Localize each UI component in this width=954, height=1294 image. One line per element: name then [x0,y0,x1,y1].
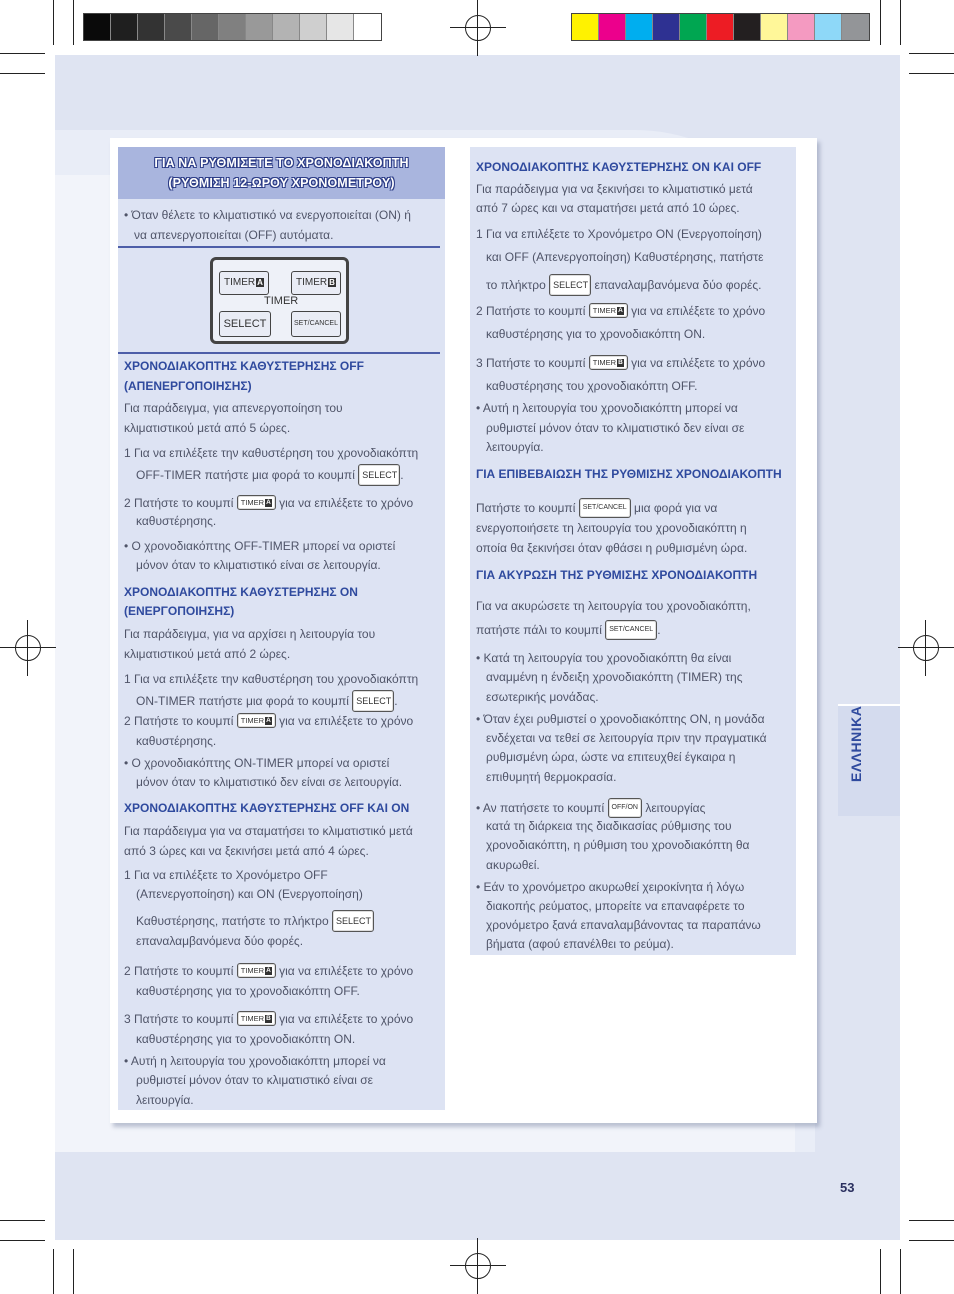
note-text: επιθυμητή θερμοκρασία. [486,770,617,784]
paragraph: Πατήστε το κουμπί SET/CANCEL μια φορά για να [476,499,717,519]
note-text: • Ο χρονοδιακόπτης ON-TIMER μπορεί να οριστεί [124,756,390,770]
paragraph: Για παράδειγμα για να σταματήσει το κλιματιστικό μετά [124,824,413,838]
step-text: καθυστέρησης. [136,514,217,528]
step-text: 3 Πατήστε το κουμπί TIMER B για να επιλέξετε το χρόνο [124,1012,414,1026]
crop-mark [909,73,954,74]
note-text: χρονόμετρο ξανά επαναλαμβάνοντας τα παραπάνω [486,918,761,932]
paragraph: οποία θα ξεκινήσει όταν φθάσει η ρυθμισμένη ώρα. [476,541,748,555]
crop-mark [909,1220,954,1221]
timer-a-button[interactable]: TIMER A [219,271,269,295]
note-text: • Αυτή η λειτουργία του χρονοδιακόπτη μπορεί να [476,401,738,415]
select-button-icon: SELECT [332,910,374,932]
note-text: • Αν πατήσετε το κουμπί OFF/ON λειτουργίας [476,799,705,819]
paragraph: Για παράδειγμα, για να αρχίσει η λειτουργία του [124,627,376,641]
crop-mark [0,53,45,54]
step-text: 2 Πατήστε το κουμπί TIMER A για να επιλέξετε το χρόνο [124,964,414,978]
crop-mark [0,1240,45,1241]
step-text: Καθυστέρησης, πατήστε το πλήκτρο SELECT [136,911,374,933]
on-off-timer-heading: ΧΡΟΝΟΔΙΑΚΟΠΤΗΣ ΚΑΘΥΣΤΕΡΗΣΗΣ ON ΚΑΙ OFF [476,160,762,174]
paragraph: Για να ακυρώσετε τη λειτουργία του χρονοδιακόπτη, [476,599,751,613]
note-text: βήματα (αφού επανέλθει το ρεύμα). [486,937,674,951]
note-text: • Όταν έχει ρυθμιστεί ο χρονοδιακόπτης ON, η μονάδα [476,712,765,726]
crop-mark [0,1220,45,1221]
step-text: 1 Για να επιλέξετε την καθυστέρηση του χρονοδιακόπτη [124,672,419,686]
note-text: χρονοδιακόπτη, η ρύθμιση του χρονοδιακόπτη θα [486,838,750,852]
section-title-box [118,147,445,199]
set-cancel-button-icon: SET/CANCEL [605,620,657,640]
note-text: διακοπής ρεύματος, μπορείτε να επαναφέρετε το [486,899,745,913]
remote-control-panel [210,257,349,344]
note-text: μόνον όταν το κλιματιστικό είναι σε λειτουργία. [136,558,381,572]
on-timer-heading: (ΕΝΕΡΓΟΠΟΙΗΣΗΣ) [124,604,235,618]
note-text: ακυρωθεί. [486,858,540,872]
crop-mark [73,1249,74,1294]
paragraph: Για παράδειγμα, για απενεργοποίηση του [124,401,343,415]
step-text: 3 Πατήστε το κουμπί TIMER B για να επιλέξετε το χρόνο [476,356,766,370]
set-cancel-button[interactable]: SET/CANCEL [291,311,341,337]
paragraph: κλιματιστικού μετά από 5 ώρες. [124,421,291,435]
step-text: ON-TIMER πατήστε μια φορά το κουμπί SELECT . [136,691,398,713]
note-text: • Αυτή η λειτουργία του χρονοδιακόπτη μπορεί να [124,1054,386,1068]
off-on-timer-heading: ΧΡΟΝΟΔΙΑΚΟΠΤΗΣ ΚΑΘΥΣΤΕΡΗΣΗΣ OFF ΚΑΙ ON [124,801,410,815]
page-number: 53 [840,1180,855,1195]
timer-a-button-icon: TIMER A [237,713,276,728]
crop-mark [53,1249,54,1294]
step-text: καθυστέρησης για το χρονοδιακόπτη ON. [136,1032,356,1046]
step-text: το πλήκτρο SELECT επαναλαμβανόμενα δύο φορές. [486,275,762,297]
note-text: ρυθμιστεί μόνον όταν το κλιματιστικό είναι σε [136,1073,373,1087]
note-text: • Ο χρονοδιακόπτης OFF-TIMER μπορεί να οριστεί [124,539,396,553]
crop-mark [900,1249,901,1294]
section-title-line1: ΓΙΑ ΝΑ ΡΥΘΜΙΣΕΤΕ ΤΟ ΧΡΟΝΟΔΙΑΚΟΠΤΗ [154,156,409,170]
off-timer-heading: ΧΡΟΝΟΔΙΑΚΟΠΤΗΣ ΚΑΘΥΣΤΕΡΗΣΗΣ OFF [124,359,364,373]
crop-mark [880,0,881,45]
step-text: καθυστέρησης. [136,734,217,748]
paragraph: πατήστε πάλι το κουμπί SET/CANCEL . [476,621,661,641]
note-text: μόνον όταν το κλιματιστικό δεν είναι σε λειτουργία. [136,775,403,789]
divider [118,352,440,354]
note-text: λειτουργία. [486,440,544,454]
registration-mark-left [0,620,56,676]
paragraph: ενεργοποιήσετε τη λειτουργία του χρονοδιακόπτη η [476,521,747,535]
set-cancel-button-icon: SET/CANCEL [579,498,631,518]
step-text: 1 Για να επιλέξετε το Χρονόμετρο ON (Ενεργοποίηση) [476,227,762,241]
crop-mark [0,73,45,74]
note-text: αναμμένη η ένδειξη χρονοδιακόπτη (TIMER) της [486,670,743,684]
select-button[interactable]: SELECT [219,311,271,337]
intro-text: να απενεργοποιείται (OFF) αυτόματα. [134,228,334,242]
registration-mark-right [898,620,954,676]
note-text: εσωτερικής μονάδας. [486,690,599,704]
step-text: (Απενεργοποίηση) και ON (Ενεργοποίηση) [136,887,363,901]
step-text: 1 Για να επιλέξετε την καθυστέρηση του χρονοδιακόπτη [124,446,419,460]
crop-mark [900,0,901,45]
crop-mark [53,0,54,45]
timer-a-button-icon: TIMER A [237,495,276,510]
on-timer-heading: ΧΡΟΝΟΔΙΑΚΟΠΤΗΣ ΚΑΘΥΣΤΕΡΗΣΗΣ ON [124,585,358,599]
note-text: ρυθμισμένη ώρα, ώστε να επιτευχθεί έγκαιρα η [486,750,736,764]
step-text: επαναλαμβανόμενα δύο φορές. [136,934,304,948]
paragraph: Για παράδειγμα για να ξεκινήσει το κλιματιστικό μετά [476,182,753,196]
timer-b-button[interactable]: TIMER B [291,271,341,295]
timer-a-button-icon: TIMER A [589,303,628,318]
crop-mark [909,1240,954,1241]
crop-mark [909,53,954,54]
paragraph: κλιματιστικού μετά από 2 ώρες. [124,647,291,661]
step-text: καθυστέρησης για το χρονοδιακόπτη OFF. [136,984,360,998]
note-text: • Κατά τη λειτουργία του χρονοδιακόπτη θα είναι [476,651,732,665]
cancel-timer-heading: ΓΙΑ ΑΚΥΡΩΣΗ ΤΗΣ ΡΥΘΜΙΣΗΣ ΧΡΟΝΟΔΙΑΚΟΠΤΗ [476,568,758,582]
step-text: 2 Πατήστε το κουμπί TIMER A για να επιλέξετε το χρόνο [124,714,414,728]
note-text: • Εάν το χρονόμετρο ακυρωθεί χειροκίνητα ή λόγω [476,880,745,894]
color-calibration-bar [571,13,870,41]
timer-group-label: TIMER [264,295,299,307]
off-on-button-icon: OFF/ON [608,798,642,818]
select-button-icon: SELECT [352,690,394,712]
intro-text: • Όταν θέλετε το κλιματιστικό να ενεργοποιείται (ON) ή [124,208,411,222]
step-text: και OFF (Απενεργοποίηση) Καθυστέρησης, πατήστε [486,250,764,264]
note-text: ενδέχεται να τεθεί σε λειτουργία πριν την πραγματικά [486,731,767,745]
step-text: 2 Πατήστε το κουμπί TIMER A για να επιλέξετε το χρόνο [124,496,414,510]
note-text: κατά τη διάρκεια της διαδικασίας ρύθμισης του [486,819,732,833]
crop-mark [880,1249,881,1294]
select-button-icon: SELECT [549,274,591,296]
note-text: λειτουργία. [136,1093,194,1107]
section-title-line2: (ΡΥΘΜΙΣΗ 12-ΩΡΟΥ ΧΡΟΝΟΜΕΤΡΟΥ) [168,176,395,190]
timer-b-button-icon: TIMER B [589,355,628,370]
crop-mark [73,0,74,45]
registration-mark-top [450,0,506,56]
step-text: 2 Πατήστε το κουμπί TIMER A για να επιλέξετε το χρόνο [476,304,766,318]
paragraph: από 3 ώρες και να ξεκινήσει μετά από 4 ώρες. [124,844,369,858]
language-tab-label: ΕΛΛΗΝΙΚΑ [848,705,864,782]
confirm-timer-heading: ΓΙΑ ΕΠΙΒΕΒΑΙΩΣΗ ΤΗΣ ΡΥΘΜΙΣΗΣ ΧΡΟΝΟΔΙΑΚΟΠΤΗ [476,467,782,481]
select-button-icon: SELECT [358,464,400,486]
off-timer-heading: (ΑΠΕΝΕΡΓΟΠΟΙΗΣΗΣ) [124,379,252,393]
divider [118,246,440,248]
step-text: 1 Για να επιλέξετε το Χρονόμετρο OFF [124,868,328,882]
timer-a-button-icon: TIMER A [237,963,276,978]
page-bottom-band [55,1152,900,1240]
step-text: OFF-TIMER πατήστε μια φορά το κουμπί SELECT . [136,465,404,487]
grayscale-calibration-bar [83,13,382,41]
paragraph: από 7 ώρες και να σταματήσει μετά από 10 ώρες. [476,201,740,215]
step-text: καθυστέρησης του χρονοδιακόπτη OFF. [486,379,698,393]
note-text: ρυθμιστεί μόνον όταν το κλιματιστικό δεν είναι σε [486,421,745,435]
timer-b-button-icon: TIMER B [237,1011,276,1026]
step-text: καθυστέρησης για το χρονοδιακόπτη ON. [486,327,706,341]
registration-mark-bottom [450,1238,506,1294]
